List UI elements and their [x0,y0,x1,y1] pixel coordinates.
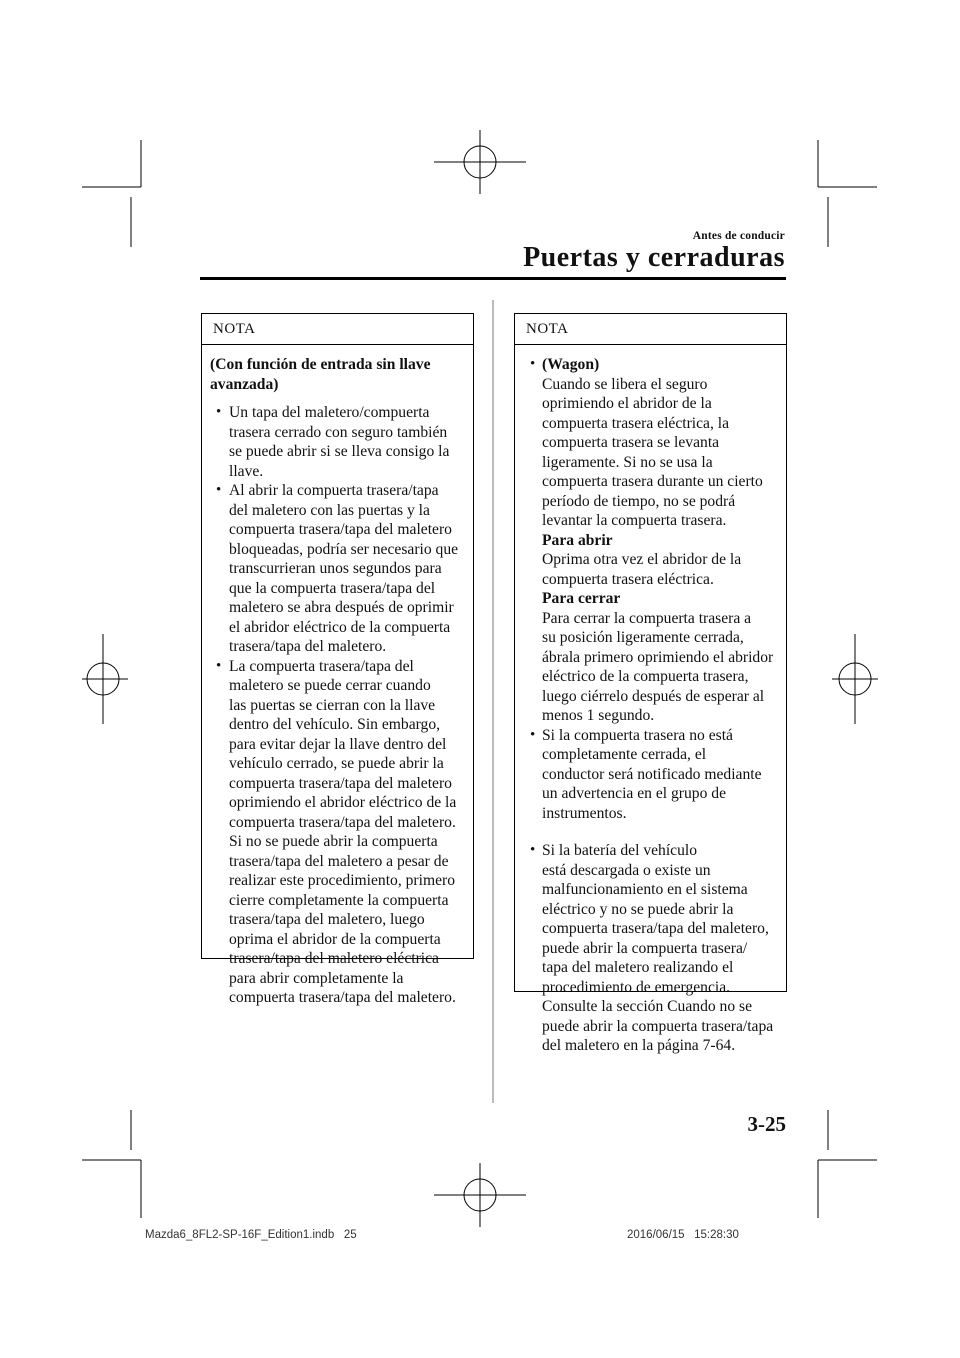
text-line: trasera/tapa del maletero, luego [229,911,425,928]
text-line: del maletero en la página 7-64. [542,1037,736,1054]
text-line: llave. [229,462,264,480]
text-line: su posición ligeramente cerrada, [542,629,744,646]
text-line: Cuando se libera el seguro [542,375,708,393]
bullet-icon: • [530,726,536,743]
bullet-icon: • [216,482,222,498]
list-item [202,403,473,481]
text-line: conductor será notificado mediante [542,765,762,783]
text-line: Para cerrar la compuerta trasera a [542,609,752,627]
text-line: dentro del vehículo. Sin embargo, [229,716,441,733]
bullet-icon: • [216,404,222,420]
text-line: compuerta trasera/tapa del maletero, [542,920,769,937]
left-note-list [202,403,473,1008]
list-item [202,657,473,1008]
text-line: período de tiempo, no se podrá [542,492,736,510]
text-line: compuerta trasera/tapa del maletero [229,774,452,792]
text-line: se puede abrir si se lleva consigo la [229,443,450,460]
header-rule [200,277,786,280]
text-line: trasera/tapa del maletero a pesar de [229,852,449,870]
text-line: La compuerta trasera/tapa del [229,657,414,675]
text-line: las puertas se cierran con la llave [229,696,436,714]
left-note-subheading [202,355,473,394]
text-line: del maletero con las puertas y la [229,501,430,519]
text-line: oprimiendo el abridor de la [542,395,712,412]
text-line: para evitar dejar la llave dentro del [229,735,447,753]
text-line: Si la batería del vehículo [542,842,698,859]
open-heading: Para abrir [542,531,613,549]
text-line: compuerta trasera eléctrica, la [542,414,730,432]
wagon-heading: (Wagon) [542,356,600,373]
text-line: compuerta trasera durante un cierto [542,473,763,490]
text-line: ábrala primero oprimiendo el abridor [542,648,774,666]
text-line: puede abrir la compuerta trasera/tapa [542,1017,774,1035]
bullet-icon: • [530,356,536,372]
text-line: bloqueadas, podría ser necesario que [229,540,459,558]
bullet-icon: • [530,842,536,858]
text-line: maletero se puede cerrar cuando [229,677,431,694]
text-line: Al abrir la compuerta trasera/tapa [229,482,439,499]
list-item [515,726,786,824]
text-line: cierre completamente la compuerta [229,891,449,909]
text-line: transcurrieran unos segundos para [229,560,442,577]
text-line: procedimiento de emergencia. [542,978,731,996]
text-line: trasera cerrado con seguro también [229,423,448,441]
text-line: el abridor eléctrico de la compuerta [229,618,451,636]
page-number: 3-25 [747,1112,786,1136]
left-note-heading: NOTA [202,314,473,345]
text-line: menos 1 segundo. [542,707,655,724]
text-line: completamente cerrada, el [542,746,707,763]
text-line: oprima el abridor de la compuerta [229,930,441,948]
text-line: instrumentos. [542,804,627,822]
text-line: eléctrico y no se puede abrir la [542,900,734,918]
text-line: puede abrir la compuerta trasera/ [542,939,748,957]
left-note-body [202,355,473,1008]
text-line: maletero se abra después de oprimir [229,599,454,616]
text-line: compuerta trasera/tapa del maletero [229,521,452,538]
text-line: Un tapa del maletero/compuerta [229,404,430,421]
page-title: Puertas y cerraduras [523,242,785,273]
list-item [515,355,786,726]
close-heading: Para cerrar [542,590,621,607]
footer-timestamp: 2016/06/15 15:28:30 [627,1229,739,1241]
subheading-line: avanzada) [210,375,279,393]
text-line: Si la compuerta trasera no está [542,726,733,744]
right-note-list [515,355,786,1056]
section-label: Antes de conducir [692,230,785,242]
right-note-box [514,313,787,1054]
text-line: compuerta trasera/tapa del maletero. [229,813,456,831]
text-line: eléctrico de la compuerta trasera, [542,668,749,685]
text-line: Consulte la sección Cuando no se [542,998,753,1015]
text-line: ligeramente. Si no se usa la [542,453,713,471]
text-line: malfuncionamiento en el sistema [542,881,748,898]
text-line: compuerta trasera se levanta [542,434,720,451]
right-note-body [515,355,786,1056]
text-line: trasera/tapa del maletero. [229,638,387,655]
text-line: compuerta trasera/tapa del maletero. [229,989,456,1006]
list-item [515,841,786,1056]
text-line: que la compuerta trasera/tapa del [229,579,436,597]
text-line: luego ciérrelo después de esperar al [542,687,765,705]
text-line: levantar la compuerta trasera. [542,512,727,529]
text-line: oprimiendo el abridor eléctrico de la [229,794,457,811]
left-note-box [201,313,474,1006]
text-line: Si no se puede abrir la compuerta [229,833,438,850]
footer-file-name: Mazda6_8FL2-SP-16F_Edition1.indb 25 [145,1229,357,1241]
text-line: tapa del maletero realizando el [542,959,734,976]
text-line: para abrir completamente la [229,969,404,987]
right-note-heading: NOTA [515,314,786,345]
text-line: trasera/tapa del maletero eléctrica [229,950,439,967]
text-line: un advertencia en el grupo de [542,785,727,802]
text-line: Oprima otra vez el abridor de la [542,551,742,568]
text-line: vehículo cerrado, se puede abrir la [229,755,444,772]
subheading-line: (Con función de entrada sin llave [210,356,431,373]
text-line: compuerta trasera eléctrica. [542,570,714,588]
text-line: está descargada o existe un [542,861,711,879]
text-line: realizar este procedimiento, primero [229,872,456,889]
list-item [202,481,473,657]
bullet-icon: • [216,657,222,674]
